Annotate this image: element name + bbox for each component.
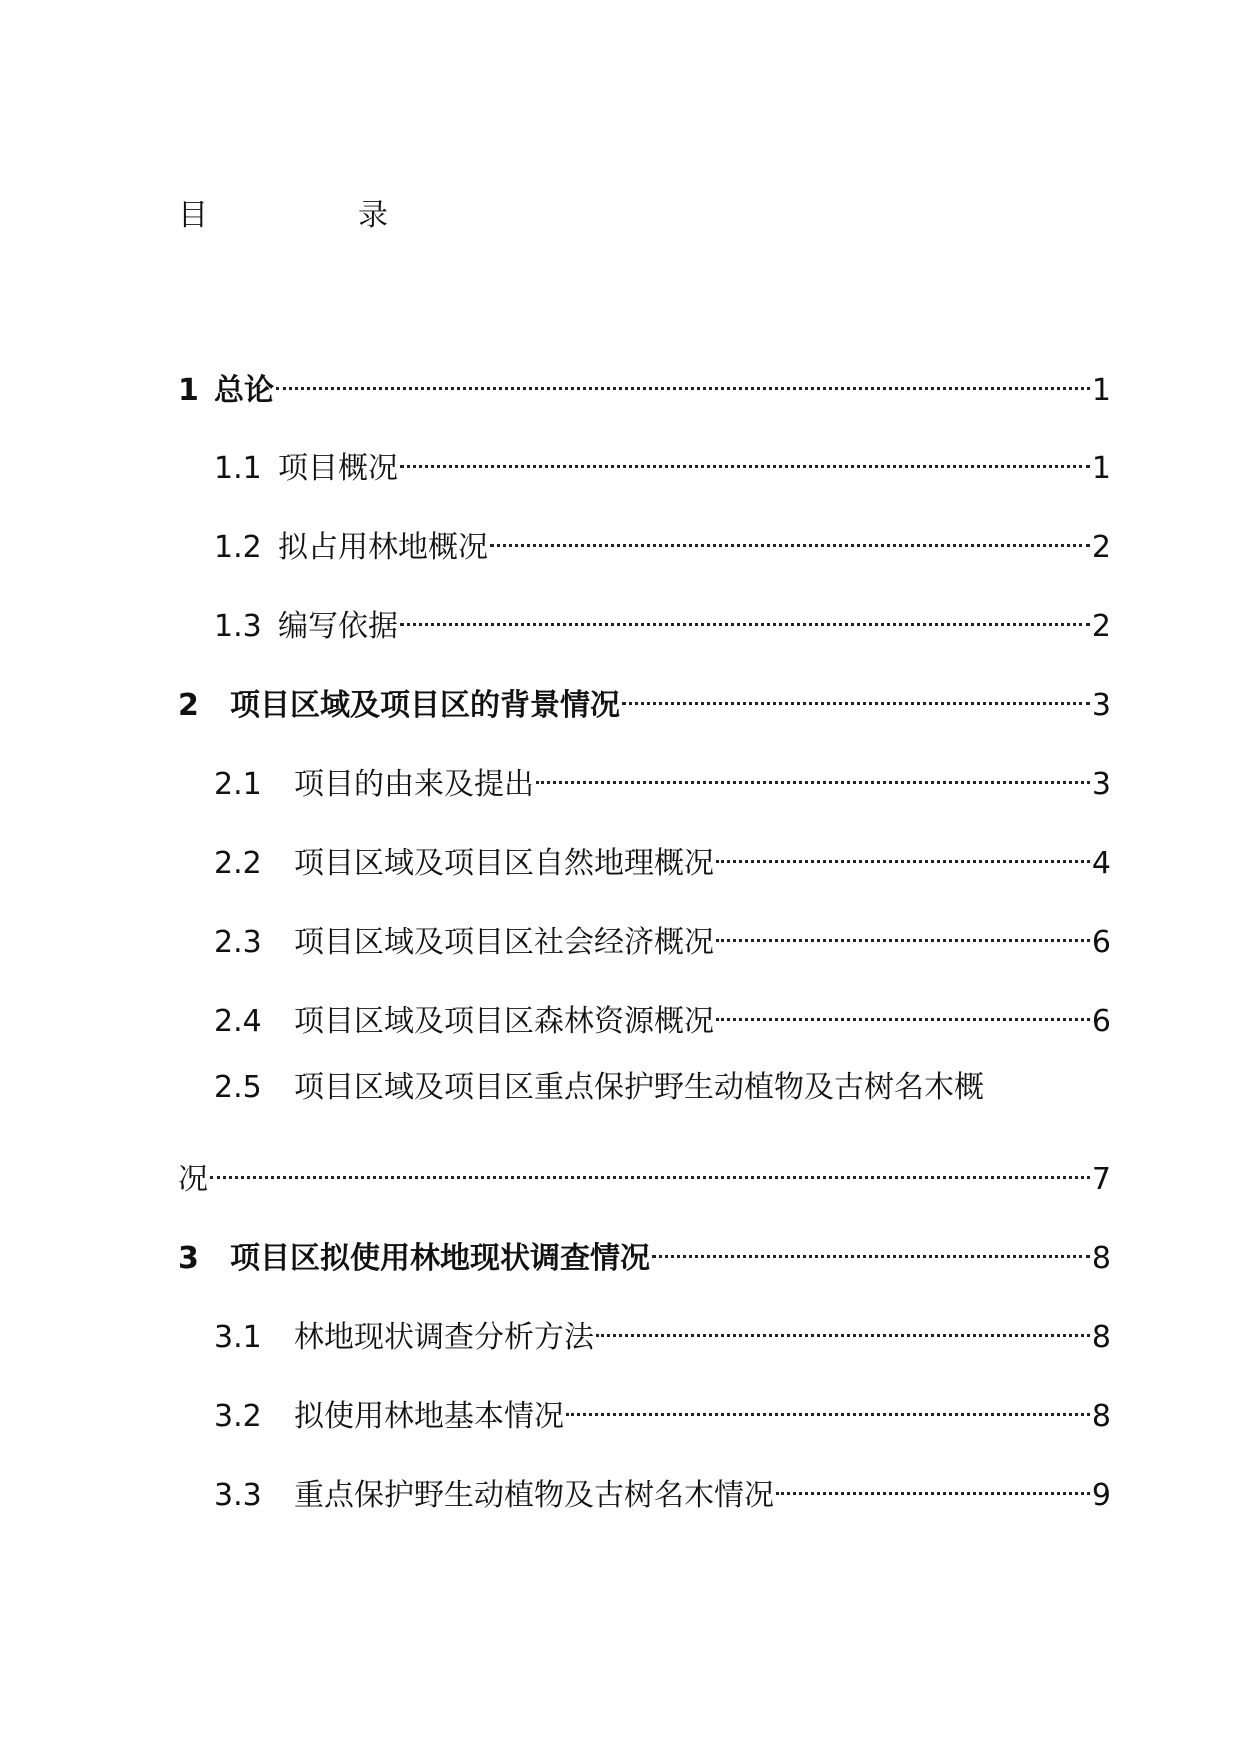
toc-entry-number: 2.2 (214, 846, 262, 881)
toc-entry-page: 8 (1091, 1320, 1111, 1355)
toc-title-char-1: 目 (178, 198, 208, 233)
toc-entry-number: 2.4 (214, 1004, 262, 1039)
toc-entry-page: 2 (1091, 530, 1111, 565)
toc-entry-page: 7 (1091, 1162, 1111, 1197)
toc-entry[interactable] (214, 987, 1111, 1039)
toc-entry-number: 1 (178, 373, 199, 408)
toc-entry[interactable] (214, 1461, 1111, 1513)
toc-entry-page: 4 (1091, 846, 1111, 881)
toc-entry-page: 2 (1091, 609, 1111, 644)
toc-entry-label: 林地现状调查分析方法 (294, 1320, 594, 1355)
toc-entry-number: 2 (178, 688, 199, 723)
toc-entry-number: 3 (178, 1241, 199, 1276)
toc-entry[interactable] (214, 1303, 1111, 1355)
toc-entry-number: 3.3 (214, 1478, 262, 1513)
toc-entry[interactable] (178, 1224, 1111, 1276)
toc-entry-label: 项目区域及项目区的背景情况 (230, 688, 620, 723)
dot-leader (622, 671, 1090, 715)
toc-entry-page: 9 (1091, 1478, 1111, 1513)
toc-entry-label: 重点保护野生动植物及古树名木情况 (294, 1478, 774, 1513)
dot-leader (596, 1303, 1090, 1347)
toc-entry[interactable] (214, 592, 1111, 644)
toc-entry-label: 项目区域及项目区社会经济概况 (294, 925, 714, 960)
toc-entry-wrapped-line[interactable] (214, 1066, 984, 1110)
toc-entry-page: 3 (1091, 767, 1111, 802)
dot-leader (652, 1224, 1090, 1268)
toc-entry-number: 2.3 (214, 925, 262, 960)
toc-entry-page: 8 (1091, 1399, 1111, 1434)
toc-entry-label: 总论 (214, 373, 274, 408)
toc-entry-label-continued: 况 (178, 1162, 208, 1197)
toc-entry-page: 8 (1091, 1241, 1111, 1276)
dot-leader (276, 356, 1090, 400)
toc-entry-page: 1 (1091, 373, 1111, 408)
toc-entry-page: 3 (1091, 688, 1111, 723)
toc-entry-label: 项目的由来及提出 (294, 767, 534, 802)
toc-entry-page: 6 (1091, 925, 1111, 960)
toc-entry-continuation[interactable] (178, 1145, 1111, 1197)
toc-entry-number: 1.3 (214, 609, 262, 644)
toc-entry-page: 1 (1091, 451, 1111, 486)
toc-entry-number: 1.1 (214, 451, 262, 486)
dot-leader (490, 513, 1090, 557)
toc-entry-label: 项目区域及项目区自然地理概况 (294, 846, 714, 881)
toc-title-char-2: 录 (358, 198, 388, 233)
dot-leader (716, 987, 1090, 1031)
toc-entry-label: 拟使用林地基本情况 (294, 1399, 564, 1434)
toc-entry[interactable] (214, 1382, 1111, 1434)
toc-entry-label: 项目概况 (278, 451, 398, 486)
toc-entry[interactable] (214, 434, 1111, 486)
dot-leader (400, 434, 1090, 478)
dot-leader (566, 1382, 1090, 1426)
toc-entry[interactable] (214, 908, 1111, 960)
dot-leader (400, 592, 1090, 636)
dot-leader (716, 908, 1090, 952)
toc-entry-page: 6 (1091, 1004, 1111, 1039)
dot-leader (716, 829, 1090, 873)
toc-entry[interactable] (214, 829, 1111, 881)
toc-entry-label: 拟占用林地概况 (278, 530, 488, 565)
toc-entry[interactable] (214, 513, 1111, 565)
toc-entry-number: 3.1 (214, 1320, 262, 1355)
toc-entry-label: 项目区域及项目区森林资源概况 (294, 1004, 714, 1039)
toc-entry-number: 3.2 (214, 1399, 262, 1434)
toc-entry-number: 2.1 (214, 767, 262, 802)
toc-entry-number: 2.5 (214, 1070, 262, 1105)
toc-entry-label: 项目区拟使用林地现状调查情况 (230, 1241, 650, 1276)
toc-entry[interactable] (178, 671, 1111, 723)
toc-entry[interactable] (178, 356, 1111, 408)
toc-entry-number: 1.2 (214, 530, 262, 565)
toc-entry-label: 编写依据 (278, 609, 398, 644)
dot-leader (776, 1461, 1090, 1505)
toc-entry-label: 项目区域及项目区重点保护野生动植物及古树名木概 (294, 1070, 984, 1105)
dot-leader (536, 750, 1090, 794)
toc-entry[interactable] (214, 750, 1111, 802)
dot-leader (210, 1145, 1090, 1189)
